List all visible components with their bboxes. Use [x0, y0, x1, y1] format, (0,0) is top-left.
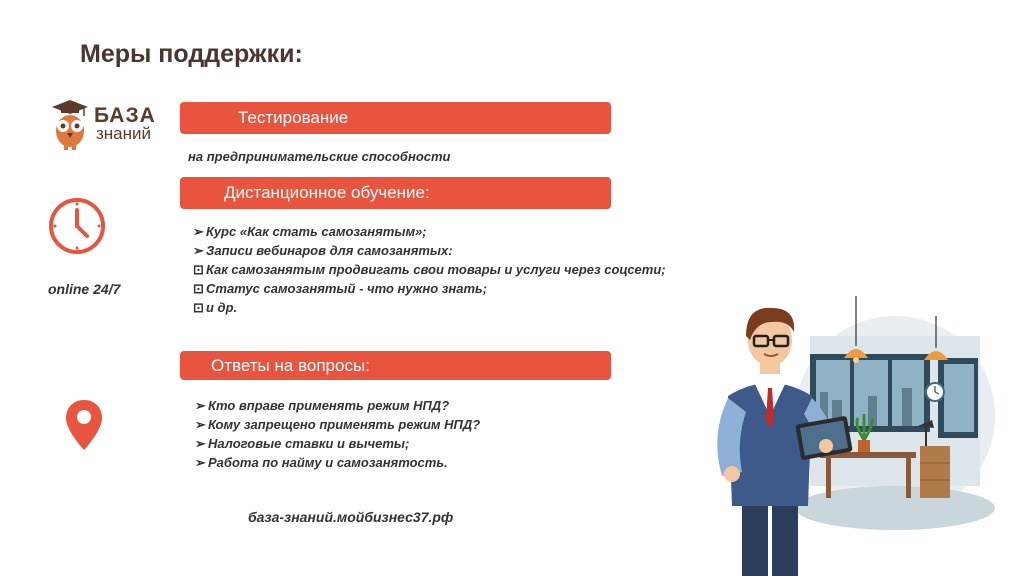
answers-header: [180, 351, 611, 380]
list-marker: ➢: [195, 417, 206, 432]
list-marker: ➢: [195, 455, 206, 470]
logo-text-bottom: знаний: [96, 124, 152, 143]
owl-graduate-icon: [50, 98, 90, 152]
list-item-text: Записи вебинаров для самозанятых:: [206, 243, 453, 258]
testing-header-label: Тестирование: [238, 108, 349, 127]
answers-list: [195, 396, 480, 472]
distance-header: [180, 177, 611, 209]
list-marker: ⊡: [193, 281, 204, 296]
list-item: [195, 453, 480, 472]
list-item: [193, 279, 666, 298]
answers-header-label: Ответы на вопросы:: [211, 355, 370, 375]
list-marker: ➢: [195, 398, 206, 413]
website-link[interactable]: база-знаний.мойбизнес37.рф: [248, 509, 454, 525]
list-item-text: и др.: [206, 300, 238, 315]
clock-icon: [47, 196, 107, 256]
list-item: [195, 434, 480, 453]
list-item: [193, 298, 666, 317]
page-title: Меры поддержки:: [80, 40, 303, 68]
list-marker: ⊡: [193, 300, 204, 315]
logo: [50, 98, 170, 154]
online-label: online 24/7: [48, 281, 121, 297]
logo-text-top: БАЗА: [94, 104, 156, 127]
list-item: [193, 241, 666, 260]
list-item: [195, 396, 480, 415]
location-pin-icon: [64, 398, 104, 452]
list-item-text: Курс «Как стать самозанятым»;: [206, 224, 427, 239]
list-marker: ➢: [195, 436, 206, 451]
distance-list: [193, 222, 666, 317]
list-item-text: Как самозанятым продвигать свои товары и услуги через соцсети;: [206, 262, 666, 277]
list-item-text: Кому запрещено применять режим НПД?: [208, 417, 481, 432]
list-marker: ➢: [193, 243, 204, 258]
list-item-text: Кто вправе применять режим НПД?: [208, 398, 450, 413]
testing-subtitle: на предпринимательские способности: [188, 149, 451, 164]
list-item-text: Работа по найму и самозанятость.: [208, 455, 448, 470]
list-item: [195, 415, 480, 434]
distance-header-label: Дистанционное обучение:: [224, 183, 430, 202]
list-item-text: Статус самозанятый - что нужно знать;: [206, 281, 488, 296]
list-marker: ➢: [193, 224, 204, 239]
list-item: [193, 260, 666, 279]
list-marker: ⊡: [193, 262, 204, 277]
businessman-tablet-illustration: [680, 296, 1010, 576]
list-item-text: Налоговые ставки и вычеты;: [208, 436, 410, 451]
testing-header: [180, 102, 611, 134]
list-item: [193, 222, 666, 241]
